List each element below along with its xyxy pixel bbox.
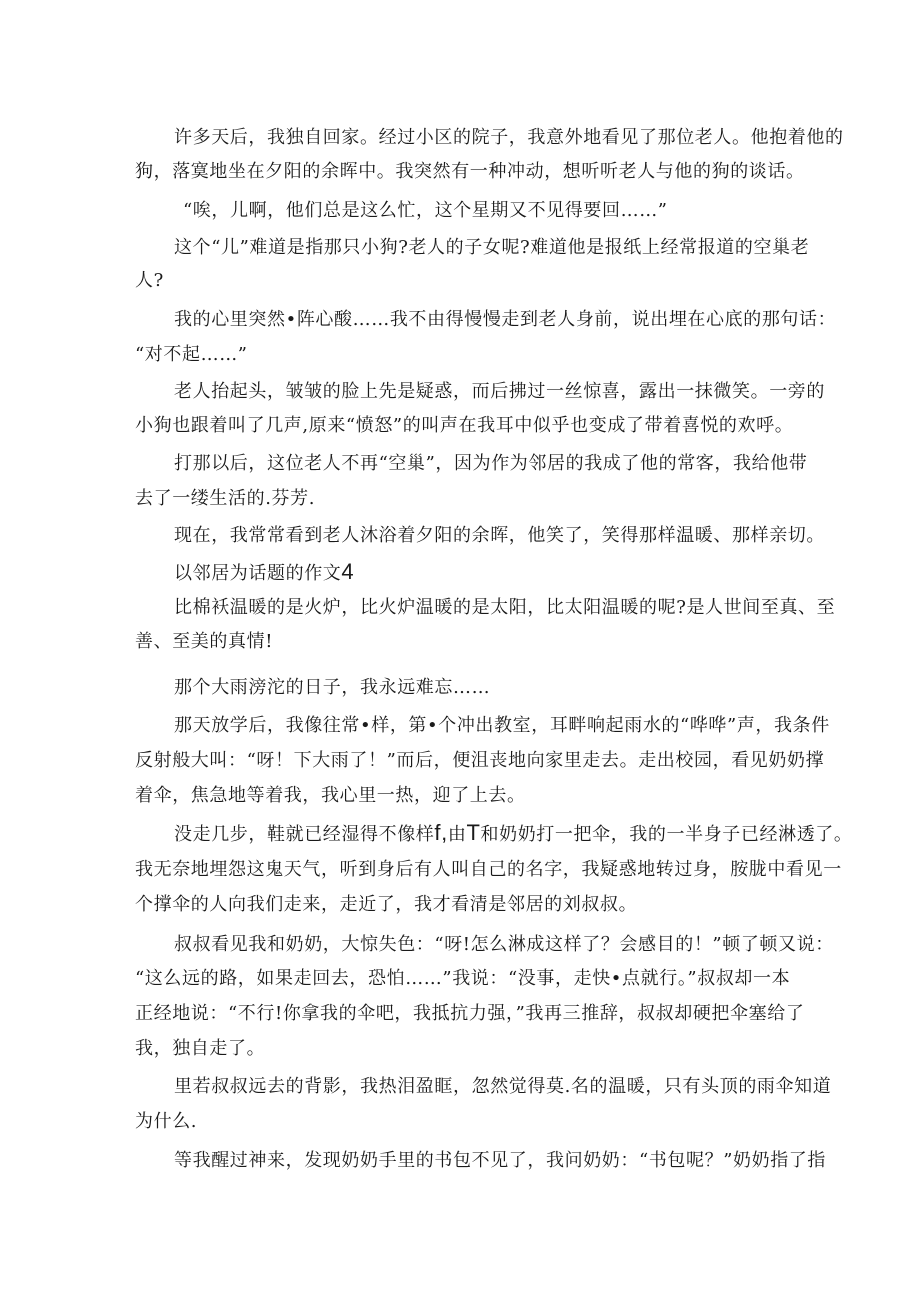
text-line: 人? [135,270,164,291]
text-line: 善、至美的真情! [135,631,274,652]
text-fragment: 没走几步，鞋就已经湿得不像样 [174,824,435,845]
ocr-artifact: T [466,820,481,845]
text-line: “对不起……” [135,344,248,365]
section-heading-text: 以邻居为话题的作文 [174,563,342,584]
section-heading-number: 4 [341,559,355,584]
text-line: “这么远的路，如果走回去，恐怕……”我说：“没事，走快•点就行。”叔叔却一本 [135,968,791,989]
text-line: 这个“儿”难道是指那只小狗?老人的子女呢?难道他是报纸上经常报道的空巢老 [174,237,810,258]
text-line: 我的心里突然•阵心酸……我不由得慢慢走到老人身前，说出埋在心底的那句话： [174,309,837,330]
text-line: 等我醒过神来，发现奶奶手里的书包不见了，我问奶奶：“书包呢？”奶奶指了指 [174,1150,827,1171]
text-line: 许多天后，我独自回家。经过小区的院子，我意外地看见了那位老人。他抱着他的 [174,127,844,148]
text-line: 正经地说：“不行!你拿我的伞吧，我抵抗力强，”我再三推辞，叔叔却硬把伞塞给了 [135,1003,805,1024]
text-line: 那个大雨滂沱的日子，我永远难忘…… [174,677,491,698]
text-line: 里若叔叔远去的背影，我热泪盈眶，忽然觉得莫.名的温暖，只有头顶的雨伞知道 [174,1076,832,1097]
text-line: “唉，儿啊，他们总是这么忙，这个星期又不见得要回……” [183,200,668,221]
text-fragment: 和奶奶打一把伞，我的一半身子已经淋透了。 [480,824,853,845]
text-line: 为什么. [135,1111,198,1132]
text-line: 着伞，焦急地等着我，我心里一热，迎了上去。 [135,785,526,806]
text-line: 叔叔看见我和奶奶，大惊失色：“呀!怎么淋成这样了？会感目的！”顿了顿又说： [174,934,834,955]
text-fragment: 由 [447,824,467,845]
text-line: 我无奈地埋怨这鬼天气，听到身后有人叫自己的名字，我疑惑地转过身，胺胧中看见一 [135,859,842,880]
text-line: 狗，落寞地坐在夕阳的余晖中。我突然有一种冲动，想听听老人与他的狗的谈话。 [135,161,805,182]
text-line: 比棉袄温暖的是火炉，比火炉温暖的是太阳，比太阳温暖的呢?是人世间至真、至 [174,597,836,618]
text-line [174,821,853,847]
text-line: 那天放学后，我像往常•样，第•个冲出教室，耳畔响起雨水的“哗哗”声，我条件 [174,715,830,736]
text-line: 老人抬起头，皱皱的脸上先是疑惑，而后拂过一丝惊喜，露出一抹微笑。一旁的 [174,381,825,402]
text-line: 打那以后，这位老人不再“空巢”，因为作为邻居的我成了他的常客，我给他带 [174,453,808,474]
text-line: 现在，我常常看到老人沐浴着夕阳的余晖，他笑了，笑得那样温暖、那样亲切。 [174,525,825,546]
text-line: 我，独自走了。 [135,1038,266,1059]
section-heading [174,560,354,586]
text-line: 小狗也跟着叫了几声,原来“愤怒”的叫声在我耳中似乎也变成了带着喜悦的欢呼。 [135,415,794,436]
text-line: 去了一缕生活的.芬芳. [135,488,316,509]
ocr-artifact: f, [434,820,448,845]
text-line: 反射般大叫：“呀！下大雨了！”而后，便沮丧地向家里走去。走出校园，看见奶奶撑 [135,750,825,771]
text-line: 个撑伞的人向我们走来，走近了，我才看清是邻居的刘叔叔。 [135,894,638,915]
